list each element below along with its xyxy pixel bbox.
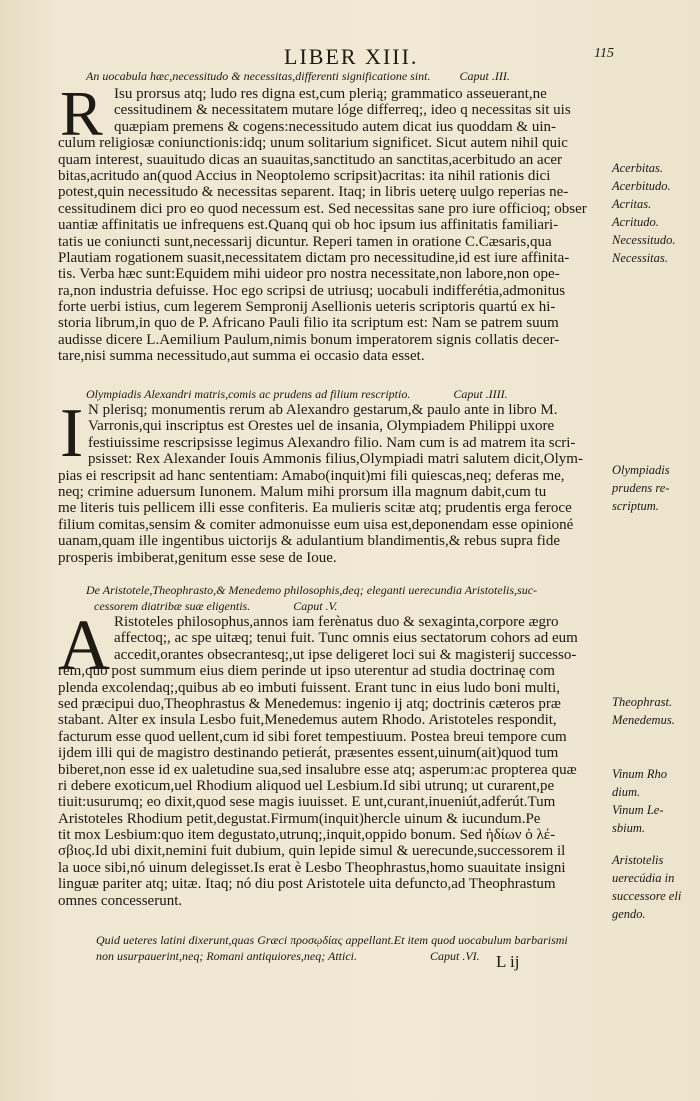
text-line: accedit,orantes obsecrantesq;,ut ipse deligeret loci sui & magisterij successo- [114, 646, 577, 663]
text-line: audisse dicere L.Aemilium Paulum,nimis bonum imperatorem signis collatis decer- [58, 331, 560, 348]
chapter-3 [58, 68, 606, 84]
chapter-heading: Olympiadis Alexandri matris,comis ac prudens ad filium rescriptio. Caput .IIII. [86, 387, 508, 401]
text-line: tare,nisi summa necessitudo,aut summa ei occasio data esset. [58, 348, 425, 365]
text-line: omnes concesserunt. [58, 892, 183, 909]
text-line: prosperis imbiberat,genitum esse sese de Ioue. [58, 549, 337, 566]
text-line: Isu prorsus atq; ludo res digna est,cum plerią; grammatico asseuerant,ne [114, 86, 547, 102]
chapter-heading: An uocabula hæc,necessitudo & necessitas,differenti significatione sint. Caput .III. [86, 69, 510, 83]
page-number: 115 [594, 46, 614, 61]
caput-label: Caput .IIII. [453, 387, 508, 401]
margin-note: Theophrast. [612, 695, 673, 709]
margin-note: Olympiadis [612, 463, 670, 477]
text-line: Plautiam rogationem suasit,necessitatem dictam pro necessitudine,id est iure affinita- [58, 249, 570, 266]
margin-note: Acritas. [612, 197, 652, 211]
text-line: ri debere exoticum,uel Rhodium aliquod uel Lesbium.Id sibi utrunq; ut curarent,pe [58, 777, 555, 794]
text-line: uantiæ affinitatis ue infrequens est.Quanq qui ob hoc ipsum ius affinitatis familiari- [58, 217, 559, 234]
text-line: festiuissime rescripsisse legimus Alexandro filio. Nam cum is ad matrem ita scri- [88, 434, 576, 451]
text-line: forte uerbi istius, cum legerem Sempronij Asellionis ueteris scriptoris quartú ex hi- [58, 299, 556, 316]
margin-note: Acritudo. [612, 215, 659, 229]
text-line: tis. Verba hæc sunt:Equidem mihi uideor pro nostra necessitate,non labore,non ope- [58, 266, 560, 283]
text-line: N plerisq; monumentis rerum ab Alexandro gestarum,& paulo ante in libro M. [88, 402, 558, 418]
chapter-4 [58, 386, 606, 402]
text-line: plenda excolendaq;,quibus ab eo imbuti fuissent. Erant tunc in eius ludo boni multi, [58, 679, 560, 696]
margin-note: gendo. [612, 907, 646, 921]
chapter-heading: Quid ueteres latini dixerunt,quas Græci προσῳδίας appellant.Et item quod uocabulum barbarismi [96, 933, 568, 947]
margin-note: Vinum Rho [612, 767, 667, 781]
text-line: ijdem illi qui de magistro destinando petierát, præsentes essent,uinum(ait)quod tum [58, 745, 559, 762]
margin-note: Aristotelis [612, 853, 664, 867]
margin-note: Vinum Le- [612, 803, 664, 817]
text-line: pias ei rescripsit ad hanc sententiam: Amabo(inquit)mi fili quiescas,neq; deferas me, [58, 467, 565, 484]
text-line: σβιος.Id ubi dixit,nemini fuit dubium, quin lepide simul & uerecunde,successorem il [58, 843, 566, 860]
caput-label: Caput .V. [293, 599, 338, 614]
text-line: ra,non industria defuisse. Hoc ego scripsi de utriusq; uocabuli indifferétia,admonitus [58, 282, 566, 299]
text-line: Aristoteles Rhodium petit,degustat.Firmum(inquit)hercle uinum & iucundum.Pe [58, 810, 541, 827]
margin-note: sbium. [612, 821, 645, 835]
text-line: cessitudinem & necessitatem mutare lóge differreq;, ideo q necessitas sit uis [114, 102, 571, 119]
margin-note: scriptum. [612, 499, 659, 513]
drop-cap: R [60, 78, 103, 149]
caput-label: Caput .VI. [429, 949, 480, 964]
text-line: quæpiam premens & cogens:necessitudo autem dicat ius quoddam & uin- [114, 118, 556, 135]
text-line: Ristoteles philosophus,annos iam ferènatus duo & sexaginta,corpore ægro [114, 614, 559, 630]
chapter-6 [58, 932, 606, 965]
margin-note: uerecúdia in [612, 871, 675, 885]
chapter-heading-cont: cessorem diatribæ suæ eligentis. Caput .V. [94, 599, 338, 614]
text-line: biberet,non esse id ex ualetudine sua,sed insalubre esse atq; asperum:ac propterea quæ [58, 761, 577, 778]
text-line: bitas,acritudo an(quod Accius in Neoptolemo scripsit)acritas: ita nihil rationis dici [58, 167, 551, 184]
margin-note: dium. [612, 785, 641, 799]
running-header-title: LIBER XIII. [284, 44, 419, 69]
text-line: potest,quin necessitudo & necessitas separent. Itaq; in libris ueterę uulgo reperias ne- [58, 184, 569, 201]
text-line: neq; crimine aduersum Iunonem. Malum mihi prorsum illa magnum dabit,cum tu [58, 483, 547, 500]
text-line: me literis tuis pellicem illi esse confiteris. Ea mulieris scitæ atq; prudentis erga feroce [58, 500, 572, 517]
text-line: affectoq;, ac spe uitæq; tenui fuit. Tunc omnis eius sectatorum cohors ad eum [114, 630, 578, 647]
chapter-heading: De Aristotele,Theophrasto,& Menedemo philosophis,deq; eleganti uerecundia Aristotelis,suc- [86, 583, 538, 597]
margin-note: Acerbitas. [612, 161, 664, 175]
margin-note: prudens re- [612, 481, 670, 495]
margin-note: Necessitas. [612, 251, 668, 265]
chapter-5 [58, 582, 606, 615]
text-line: quam interest, suauitudo dicas an suauitas,sanctitudo an sanctitas,acerbitudo an acer [58, 151, 563, 168]
drop-cap: I [60, 395, 84, 472]
text-line: psisset: Rex Alexander Iouis Ammonis filius,Olympiadi matri salutem dicit,Olym- [88, 451, 583, 468]
text-line: tiuit:usurumq; eo dixit,quod sese magis iuuisset. E unt,curant,inueniút,adferút.Tum [58, 794, 556, 811]
text-line: filium comitas,sensim & comiter admonuisse eum uisa est,deponendam esse opinioné [58, 516, 574, 533]
text-line: culum religiosæ coniunctionis:idq; unum solitarium significet. Sicut autem nihil quic [58, 135, 568, 152]
margin-note: Menedemus. [612, 713, 675, 727]
text-line: cessitudinem dici pro eo quod necessum est. Sed necessitas sane pro iure officioq; obser [58, 200, 587, 217]
text-line: storia librum,in quo de P. Africano Pauli filio ita scriptum est: Nam se patrem suum [58, 315, 559, 332]
chapter-4-body [58, 395, 606, 566]
text-line: sed præcipui duo,Theophrastus & Menedemus: ingenio ij atq; doctrinis cæteros præ [58, 695, 561, 712]
text-line: uanam,quam ille ingentibus uictorijs & adulantium blandimentis,& rebus supra fide [58, 533, 560, 550]
caput-label: Caput .III. [459, 69, 510, 83]
text-line: linguæ pariter atq; uitæ. Itaq; nó diu post Aristotele uita defuncto,ad Theophrastum [58, 876, 556, 893]
chapter-heading-cont: non usurpauerint,neq; Romani antiquiores,neq; Attici. Caput .VI. [96, 949, 480, 964]
text-line: tatis ue coniuncti sunt,necessarij dicuntur. Reperi tamen in oratione C.Cæsaris,qua [58, 233, 552, 250]
chapter-3-body [58, 78, 606, 365]
signature-mark: L ij [496, 952, 520, 971]
drop-cap: A [58, 605, 110, 685]
text-line: facturum esse quod uellent,cum id sibi foret tempestiuum. Postea breui tempore cum [58, 728, 567, 745]
text-line: tit mox Lesbium:quo item degustato,utrunq;,inquit,oppido bonum. Sed ἡδίων ὁ λέ- [58, 827, 556, 844]
margin-note: Acerbitudo. [612, 179, 671, 193]
margin-note: Necessitudo. [612, 233, 676, 247]
text-line: Varronis,qui inscriptus est Orestes uel de insania, Olympiadem Philippi uxore [88, 418, 555, 435]
text-line: la uoce sibi,nó uinum delegisset.Is erat è Lesbo Theophrastus,homo suauitate insigni [58, 859, 566, 876]
margin-note: successore eli [612, 889, 682, 903]
text-line: stabant. Alter ex insula Lesbo fuit,Menedemus autem Rhodo. Aristoteles respondit, [58, 712, 557, 729]
text-line: rem,quo post summum eius diem perinde ut ipso uterentur ad studia doctrinaę com [58, 663, 555, 680]
